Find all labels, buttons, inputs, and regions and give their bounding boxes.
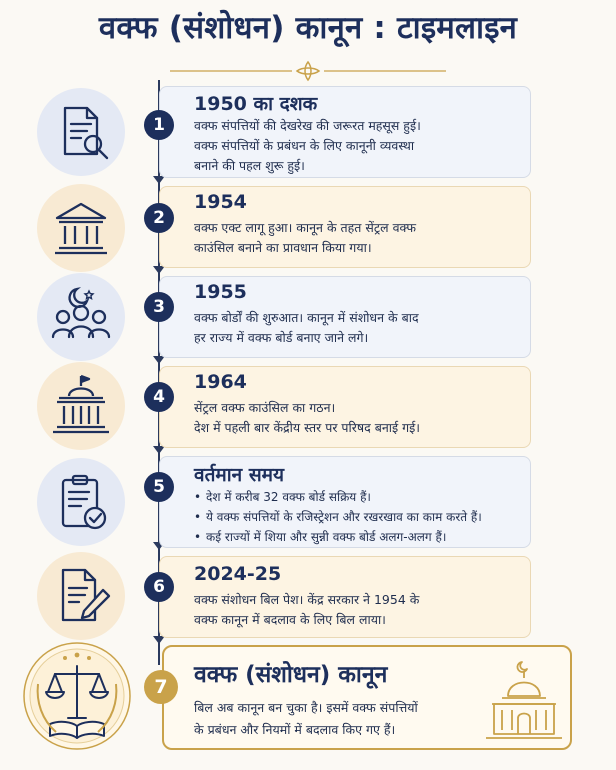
community-crescent-icon: [37, 273, 125, 361]
mosque-building-icon: [482, 652, 566, 742]
event-text-3: वक्फ बोर्डों की शुरुआत। कानून में संशोधन के बाद हर राज्य में वक्फ बोर्ड बनाए जाने लगे।: [194, 310, 419, 345]
event-text-4: सेंट्रल वक्फ काउंसिल का गठन। देश में पहली बार केंद्रीय स्तर पर परिषद बनाई गई।: [194, 400, 421, 435]
event-heading-1: 1950 का दशक: [194, 93, 318, 115]
courthouse-icon: [37, 184, 125, 272]
event-heading-3: 1955: [194, 281, 247, 303]
document-search-icon: [37, 88, 125, 176]
event-heading-6: 2024-25: [194, 563, 282, 585]
title-divider: [0, 60, 616, 82]
step-number-5: 5: [144, 472, 174, 502]
step-number-1: 1: [144, 110, 174, 140]
event-heading-2: 1954: [194, 191, 247, 213]
final-text: बिल अब कानून बन चुका है। इसमें वक्फ संपत्तियों के प्रबंधन और नियमों में बदलाव किए गए हैं।: [194, 700, 418, 737]
page-title: वक्फ (संशोधन) कानून : टाइमलाइन: [98, 10, 518, 46]
event-text-2: वक्फ एक्ट लागू हुआ। कानून के तहत सेंट्रल वक्फ काउंसिल बनाने का प्रावधान किया गया।: [194, 220, 417, 255]
event-text-6: वक्फ संशोधन बिल पेश। केंद्र सरकार ने 1954 के वक्फ कानून में बदलाव के लिए बिल लाया।: [194, 592, 420, 627]
event-text-1: वक्फ संपत्तियों की देखरेख की जरूरत महसूस हुई। वक्फ संपत्तियों के प्रबंधन के लिए कानूनी व्यवस्था बनाने की पहल शुरू हुई।: [194, 118, 421, 173]
bullet-item: • देश में करीब 32 वक्फ बोर्ड सक्रिय हैं।: [194, 487, 482, 507]
clipboard-check-icon: [37, 458, 125, 546]
bullet-item: • कई राज्यों में शिया और सुन्नी वक्फ बोर्ड अलग-अलग हैं।: [194, 527, 482, 547]
final-heading: वक्फ (संशोधन) कानून: [194, 662, 388, 688]
event-text-5: [194, 487, 482, 547]
step-number-2: 2: [144, 203, 174, 233]
step-number-6: 6: [144, 572, 174, 602]
event-heading-5: वर्तमान समय: [194, 464, 285, 486]
step-number-4: 4: [144, 382, 174, 412]
document-pen-icon: [37, 552, 125, 640]
bullet-item: • ये वक्फ संपत्तियों के रजिस्ट्रेशन और रखरखाव का काम करते हैं।: [194, 507, 482, 527]
scales-of-justice-icon: [22, 640, 132, 752]
step-number-3: 3: [144, 292, 174, 322]
government-building-icon: [37, 362, 125, 450]
event-heading-4: 1964: [194, 371, 247, 393]
step-number-7: 7: [144, 670, 178, 704]
